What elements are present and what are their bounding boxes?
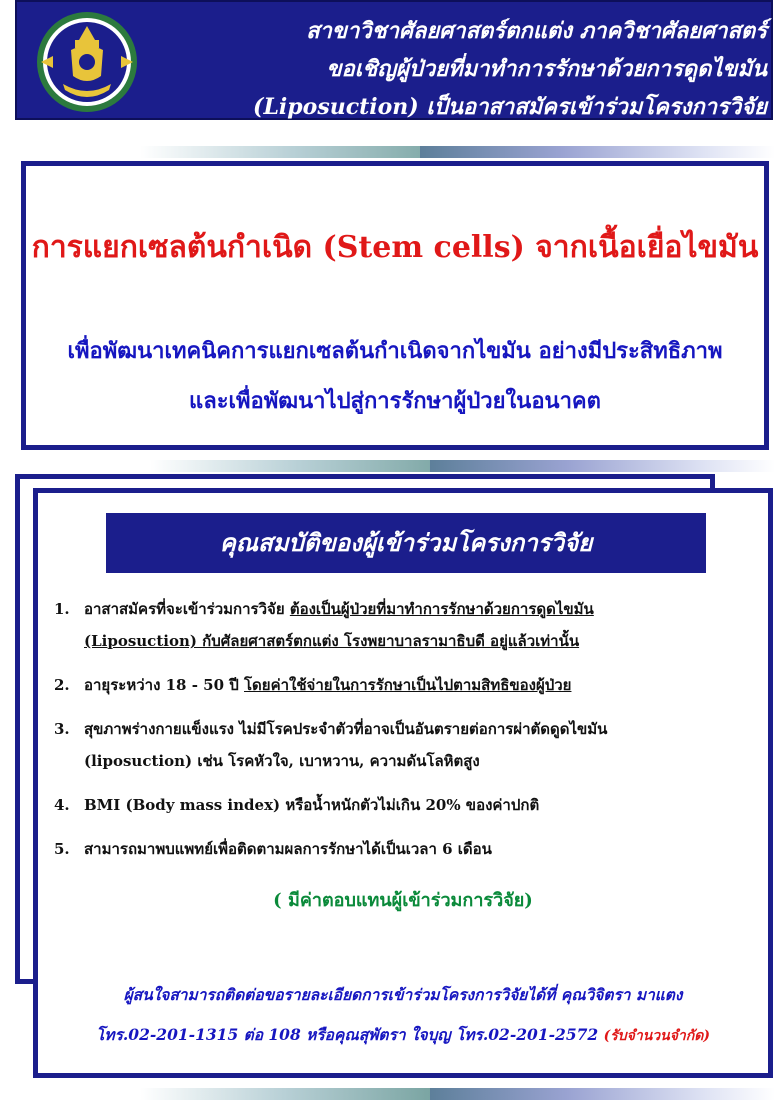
list-item-number: 3. [54, 720, 70, 738]
contact-line-2 [38, 1015, 768, 1056]
study-description [26, 326, 764, 426]
decorative-gradient-bar [430, 1088, 775, 1100]
decorative-gradient-bar [140, 1088, 460, 1100]
header-line-1: สาขาวิชาศัลยศาสตร์ตกแต่ง ภาควิชาศัลยศาสตร์ [306, 18, 767, 44]
list-item [54, 593, 754, 657]
list-item-text-underlined: โดยค่าใช้จ่ายในการรักษาเป็นไปตามสิทธิของผู้ป่วย [244, 676, 572, 694]
list-item-text-plain: (liposuction) เช่น โรคหัวใจ, เบาหวาน, ความดันโลหิตสูง [84, 752, 480, 770]
study-desc-line-2: และเพื่อพัฒนาไปสู่การรักษาผู้ป่วยในอนาคต [189, 388, 601, 414]
header-banner [15, 0, 773, 120]
list-item-number: 2. [54, 676, 70, 694]
list-item-text-plain: สุขภาพร่างกายแข็งแรง ไม่มีโรคประจำตัวที่อาจเป็นอันตรายต่อการผ่าตัดดูดไขมัน [84, 720, 608, 738]
list-item-text [84, 669, 754, 701]
list-item-text-plain: อายุระหว่าง 18 - 50 ปี [84, 676, 244, 694]
compensation-note: ( มีค่าตอบแทนผู้เข้าร่วมการวิจัย) [273, 890, 533, 911]
list-item-text: BMI (Body mass index) หรือน้ำหนักตัวไม่เกิน 20% ของค่าปกติ [84, 796, 540, 814]
contact-line-1: ผู้สนใจสามารถติดต่อขอรายละเอียดการเข้าร่วมโครงการวิจัยได้ที่ คุณวิจิตรา มาแตง [123, 985, 683, 1004]
list-item-text-plain: อาสาสมัครที่จะเข้าร่วมการวิจัย [84, 600, 290, 618]
list-item-text [84, 713, 754, 777]
list-item-text-underlined: ต้องเป็นผู้ป่วยที่มาทำการรักษาด้วยการดูดไขมัน [289, 600, 594, 618]
limited-seats-note: (รับจำนวนจำกัด) [603, 1028, 710, 1044]
contact-info [38, 975, 768, 1056]
study-title: การแยกเซลต้นกำเนิด (Stem cells) จากเนื้อเยื่อไขมัน [31, 230, 759, 265]
header-line-2: ขอเชิญผู้ป่วยที่มาทำการรักษาด้วยการดูดไขมัน [326, 56, 767, 82]
list-item [54, 833, 754, 865]
list-item-number: 1. [54, 600, 70, 618]
list-item-number: 4. [54, 796, 70, 814]
header-title [167, 12, 767, 126]
list-item-text-underlined: (Liposuction) กับศัลยศาสตร์ตกแต่ง โรงพยาบาลรามาธิบดี อยู่แล้วเท่านั้น [84, 632, 580, 650]
list-item-text: สามารถมาพบแพทย์เพื่อติดตามผลการรักษาได้เป็นเวลา 6 เดือน [84, 840, 492, 858]
list-item [54, 713, 754, 777]
header-line-3: (Liposuction) เป็นอาสาสมัครเข้าร่วมโครงการวิจัย [253, 94, 767, 120]
study-desc-line-1: เพื่อพัฒนาเทคนิคการแยกเซลต้นกำเนิดจากไขมัน อย่างมีประสิทธิภาพ [67, 338, 723, 364]
qualifications-title: คุณสมบัติของผู้เข้าร่วมโครงการวิจัย [106, 513, 706, 573]
decorative-gradient-bar [420, 146, 775, 158]
contact-phones: โทร.02-201-1315 ต่อ 108 หรือคุณสุพัตรา ใจบุญ โทร.02-201-2572 [96, 1025, 604, 1044]
list-item [54, 789, 754, 821]
list-item [54, 669, 754, 701]
study-info-box [21, 161, 769, 450]
list-item-number: 5. [54, 840, 70, 858]
qualifications-list [54, 593, 754, 877]
decorative-gradient-bar [430, 460, 775, 472]
qualifications-box [33, 488, 773, 1078]
list-item-text [84, 593, 754, 657]
hospital-seal-logo [27, 6, 147, 118]
